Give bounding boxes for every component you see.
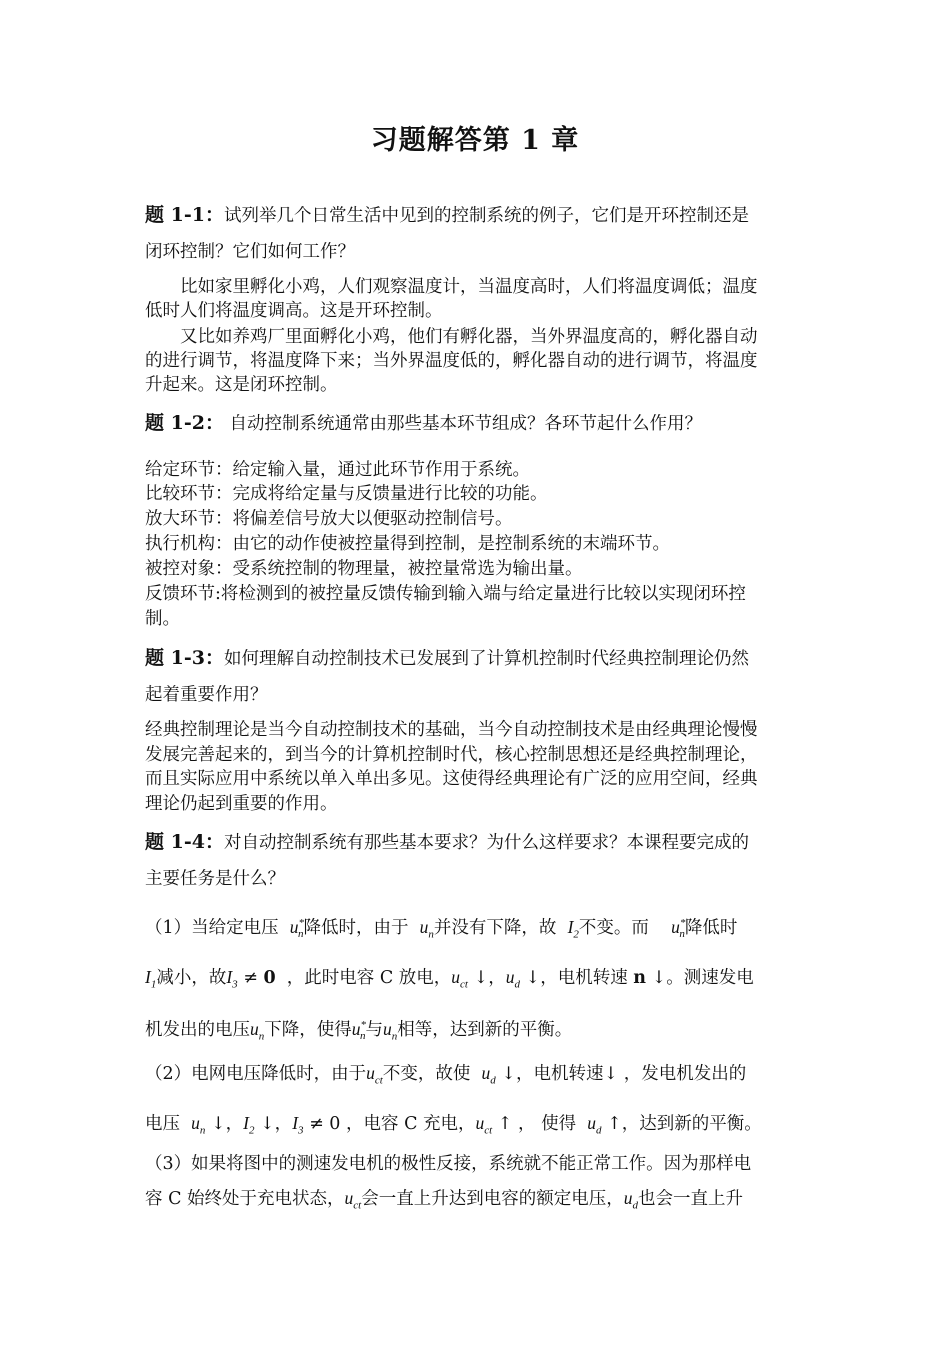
math-ud: $u_d$: [587, 1113, 602, 1137]
text-span: ，电机转速↓ ，发电机发出的: [515, 1064, 747, 1084]
question-1-2-label: 题 1-2：: [145, 412, 224, 434]
text-span: 容 C 始终处于充电状态，: [145, 1189, 345, 1209]
text-span: 会一直上升达到电容的额定电压，: [361, 1189, 624, 1209]
math-ud: $u_d$: [481, 1063, 496, 1087]
math-i3-neq-0: $I_3$: [226, 967, 238, 991]
question-1-4-text-cont: 主要任务是什么？: [145, 869, 285, 889]
text-span: ，此时电容 C 放电，: [286, 968, 452, 988]
text-span: 降低时: [684, 917, 738, 938]
answer-1-1-p2-l2: 的进行调节，将温度降下来；当外界温度低的，孵化器自动的进行调节，将温度: [145, 351, 758, 371]
text-span: 不变。而: [578, 917, 649, 938]
answer-1-4-part2-line2: 电压 $u_n$ ↓，$I_2$ ↓，$I_3 \ne 0$ ，电容 C 充电，$u_{ct}$ ↑ ， 使得 $u_d$ ↑，达到新的平衡。: [145, 1113, 762, 1137]
answer-1-1-p1: 比如家里孵化小鸡，人们观察温度计，当温度高时，人们将温度调低；温度: [180, 277, 758, 297]
text-span: 机发出的电压: [145, 1019, 250, 1040]
question-1-1: [145, 203, 749, 228]
text-span: 。测速发电: [666, 968, 754, 988]
answer-1-4-part1-line2: $I_1$减小，故$I_3 \ne 0$ ，此时电容 C 放电，$u_{ct}$ ↓，$u_d$ ↓，电机转速 n ↓。测速发电: [145, 967, 754, 991]
math-i2: $I_2$: [567, 916, 579, 941]
answer-1-1-p2: 又比如养鸡厂里面孵化小鸡，他们有孵化器，当外界温度高的，孵化器自动: [180, 327, 758, 347]
text-span: ，达到新的平衡。: [621, 1114, 762, 1134]
text-span: 下降，使得: [264, 1019, 352, 1040]
text-span: 相等，达到新的平衡。: [397, 1019, 573, 1040]
text-span: 也会一直上升: [637, 1189, 743, 1209]
text-span: （1）当给定电压: [145, 917, 279, 938]
math-un-star: $u^*_n$: [351, 1018, 366, 1043]
math-n: n: [633, 968, 647, 988]
text-span: 并没有下降，故: [433, 917, 557, 938]
answer-1-4-part3-line1: （3）如果将图中的测速发电机的极性反接，系统就不能正常工作。因为那样电: [145, 1154, 752, 1174]
math-un-star: $u^*_n$: [671, 916, 686, 941]
question-1-1-text: 试列举几个日常生活中见到的控制系统的例子，它们是开环控制还是: [223, 206, 749, 226]
answer-1-2-line: 反馈环节:将检测到的被控量反馈传输到输入端与给定量进行比较以实现闭环控: [145, 584, 746, 604]
question-1-2-text: 自动控制系统通常由那些基本环节组成？各环节起什么作用？: [229, 414, 703, 434]
answer-1-4-part2-line1: （2）电网电压降低时，由于$u_{ct}$不变，故使 $u_d$ ↓，电机转速↓ ，发电机发出的: [145, 1063, 747, 1087]
math-i3: $I_3$: [292, 1113, 304, 1137]
text-span: （2）电网电压降低时，由于: [145, 1064, 367, 1084]
answer-1-2-line: 执行机构：由它的动作使被控量得到控制，是控制系统的末端环节。: [145, 534, 670, 554]
math-i2: $I_2$: [243, 1113, 255, 1137]
answer-1-3-line: 经典控制理论是当今自动控制技术的基础，当今自动控制技术是由经典理论慢慢: [145, 720, 758, 740]
question-1-4: [145, 830, 749, 855]
text-span: 与: [365, 1019, 383, 1040]
answer-1-4-part3-line2: [145, 1186, 743, 1218]
answer-1-2-line: 放大环节：将偏差信号放大以便驱动控制信号。: [145, 509, 513, 529]
question-1-1-text-cont: 闭环控制？它们如何工作？: [145, 242, 355, 262]
text-span: ，电机转速: [540, 968, 628, 988]
text-span: ，电容 C 充电，: [346, 1114, 476, 1134]
math-un: $u_n$: [250, 1018, 265, 1043]
answer-1-4-part1-line3: [145, 1013, 572, 1048]
math-ud: $u_d$: [623, 1188, 638, 1212]
answer-1-2-line: 被控对象：受系统控制的物理量，被控量常选为输出量。: [145, 559, 583, 579]
answer-1-3-line: 而且实际应用中系统以单入单出多见。这使得经典理论有广泛的应用空间，经典: [145, 769, 758, 789]
text-span: ， 使得: [518, 1114, 577, 1134]
math-uct: $u_{ct}$: [366, 1063, 383, 1087]
question-1-4-text: 对自动控制系统有那些基本要求？为什么这样要求？本课程要完成的: [223, 833, 749, 853]
question-1-3-text-cont: 起着重要作用？: [145, 685, 268, 705]
answer-1-2-line: 制。: [145, 609, 180, 629]
answer-1-2-line: 比较环节：完成将给定量与反馈量进行比较的功能。: [145, 484, 548, 504]
question-1-3: [145, 646, 749, 671]
math-un: $u_n$: [419, 916, 434, 941]
question-1-4-label: 题 1-4：: [145, 831, 224, 853]
question-1-2: [145, 411, 702, 436]
math-un-star: $u^*_n$: [289, 916, 305, 941]
question-1-3-text: 如何理解自动控制技术已发展到了计算机控制时代经典控制理论仍然: [223, 649, 749, 669]
answer-1-3-line: 发展完善起来的，到当今的计算机控制时代，核心控制思想还是经典控制理论，: [145, 745, 758, 765]
answer-1-1-p2-l3: 升起来。这是闭环控制。: [145, 375, 338, 395]
question-1-3-label: 题 1-3：: [145, 647, 224, 669]
text-span: 降低时，由于: [303, 917, 409, 938]
answer-1-3-line: 理论仍起到重要的作用。: [145, 794, 338, 814]
text-span: 电压: [145, 1114, 180, 1134]
answer-1-1-p1-cont: 低时人们将温度调高。这是开环控制。: [145, 301, 443, 321]
math-ud: $u_d$: [505, 967, 520, 991]
math-uct: $u_{ct}$: [451, 967, 468, 991]
answer-1-4-part1-line1: [145, 911, 737, 946]
question-1-1-label: 题 1-1：: [145, 204, 224, 226]
math-un: $u_n$: [191, 1113, 206, 1137]
math-i1: $I_1$: [145, 967, 157, 991]
math-uct: $u_{ct}$: [344, 1188, 362, 1212]
math-un: $u_n$: [383, 1018, 398, 1043]
math-zero: 0: [263, 968, 276, 988]
answer-1-2-line: 给定环节：给定输入量，通过此环节作用于系统。: [145, 460, 530, 480]
page-title: 习题解答第 1 章: [370, 125, 580, 156]
text-span: 不变，故使: [382, 1064, 471, 1084]
math-uct: $u_{ct}$: [475, 1113, 493, 1137]
text-span: 减小，故: [156, 968, 227, 988]
